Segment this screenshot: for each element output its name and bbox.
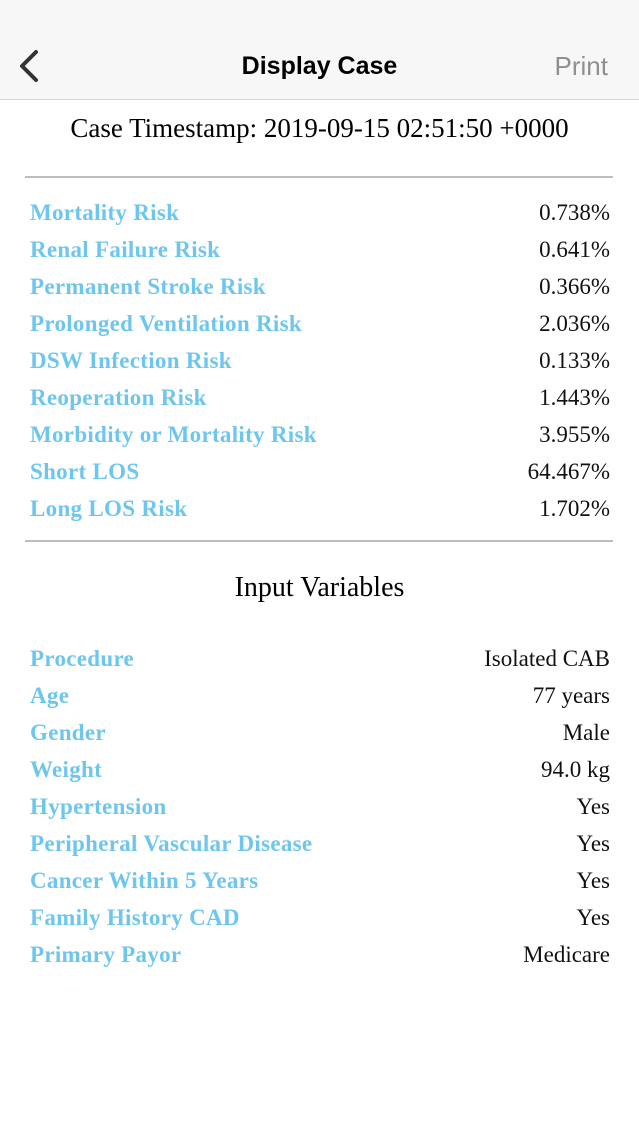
back-button[interactable] <box>14 44 48 88</box>
risk-value: 3.955% <box>539 421 610 447</box>
risk-row-renal-failure <box>30 231 610 268</box>
risk-value: 0.133% <box>539 347 610 373</box>
risk-value: 2.036% <box>539 310 610 336</box>
input-variables-heading: Input Variables <box>234 572 405 603</box>
input-label: Peripheral Vascular Disease <box>30 830 313 856</box>
risk-label: DSW Infection Risk <box>30 347 232 373</box>
input-row-cancer-within-5-years <box>30 862 610 899</box>
input-label: Hypertension <box>30 793 167 819</box>
input-label: Procedure <box>30 645 135 671</box>
risk-row-short-los <box>30 453 610 490</box>
input-row-gender <box>30 714 610 751</box>
input-value: Yes <box>576 793 610 819</box>
input-row-procedure <box>30 640 610 677</box>
input-label: Cancer Within 5 Years <box>30 867 259 893</box>
risk-value: 64.467% <box>527 458 610 484</box>
input-row-primary-payor <box>30 936 610 973</box>
risk-row-prolonged-ventilation <box>30 305 610 342</box>
risk-row-permanent-stroke <box>30 268 610 305</box>
input-label: Primary Payor <box>30 941 182 967</box>
input-label: Age <box>30 682 70 708</box>
input-label: Weight <box>30 756 103 782</box>
input-row-hypertension <box>30 788 610 825</box>
risk-row-dsw-infection <box>30 342 610 379</box>
risk-label: Short LOS <box>30 458 140 484</box>
risk-label: Long LOS Risk <box>30 495 188 521</box>
risk-label: Prolonged Ventilation Risk <box>30 310 302 336</box>
page-title: Display Case <box>241 52 398 80</box>
chevron-left-icon <box>14 44 48 88</box>
risk-label: Renal Failure Risk <box>30 236 221 262</box>
input-value: Yes <box>576 830 610 856</box>
divider-top <box>25 176 613 178</box>
risk-label: Mortality Risk <box>30 199 180 225</box>
input-row-weight <box>30 751 610 788</box>
print-button[interactable]: Print <box>554 51 608 81</box>
navigation-bar <box>0 0 639 100</box>
input-variable-list <box>30 640 610 973</box>
input-value: 77 years <box>532 682 610 708</box>
risk-label: Reoperation Risk <box>30 384 207 410</box>
risk-label: Morbidity or Mortality Risk <box>30 421 317 447</box>
risk-row-morbidity-mortality <box>30 416 610 453</box>
risk-label: Permanent Stroke Risk <box>30 273 266 299</box>
risk-value: 0.641% <box>539 236 610 262</box>
input-value: Yes <box>576 867 610 893</box>
input-value: Male <box>562 719 610 745</box>
risk-value: 1.702% <box>539 495 610 521</box>
input-value: 94.0 kg <box>541 756 610 782</box>
case-timestamp: Case Timestamp: 2019-09-15 02:51:50 +0000 <box>70 113 569 143</box>
risk-row-reoperation <box>30 379 610 416</box>
risk-row-mortality <box>30 194 610 231</box>
risk-value: 0.738% <box>539 199 610 225</box>
input-row-age <box>30 677 610 714</box>
input-label: Gender <box>30 719 106 745</box>
input-row-peripheral-vascular-disease <box>30 825 610 862</box>
input-value: Isolated CAB <box>484 645 610 671</box>
input-value: Medicare <box>523 941 610 967</box>
risk-row-long-los <box>30 490 610 527</box>
risk-value: 0.366% <box>539 273 610 299</box>
divider-bottom <box>25 540 613 542</box>
input-value: Yes <box>576 904 610 930</box>
input-row-family-history-cad <box>30 899 610 936</box>
risk-list <box>30 194 610 527</box>
input-label: Family History CAD <box>30 904 240 930</box>
risk-value: 1.443% <box>539 384 610 410</box>
